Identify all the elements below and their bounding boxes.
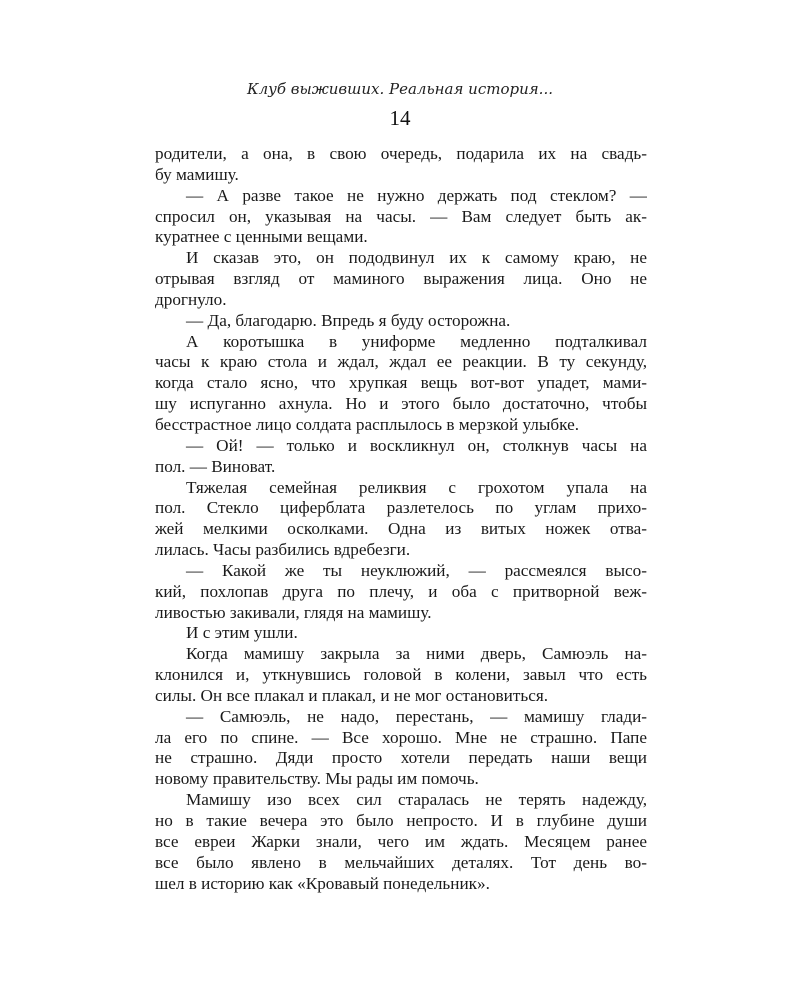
text-line: ла его по спине. — Все хорошо. Мне не страшно. Папе xyxy=(155,727,647,747)
text-line: Когда мамишу закрыла за ними дверь, Самюэль на- xyxy=(186,644,647,664)
paragraph xyxy=(155,790,647,894)
text-line: новому правительству. Мы рады им помочь. xyxy=(155,769,479,789)
text-line: бу мамишу. xyxy=(155,164,239,184)
text-line: все было явлено в мельчайших деталях. Тот день во- xyxy=(155,852,647,872)
running-header: Клуб выживших. Реальная история... xyxy=(246,80,553,98)
paragraph xyxy=(155,332,647,436)
text-line: — Ой! — только и воскликнул он, столкнув часы на xyxy=(186,435,647,455)
text-line: шу испуганно ахнула. Но и этого было достаточно, чтобы xyxy=(155,394,647,414)
text-line: Тяжелая семейная реликвия с грохотом упала на xyxy=(186,477,647,497)
text-line: — Самюэль, не надо, перестань, — мамишу глади- xyxy=(186,706,647,726)
text-line: жей мелкими осколками. Одна из витых ножек отва- xyxy=(155,519,647,539)
text-line: силы. Он все плакал и плакал, и не мог остановиться. xyxy=(155,685,549,705)
text-line: когда стало ясно, что хрупкая вещь вот-вот упадет, мами- xyxy=(155,373,647,393)
text-line: А коротышка в униформе медленно подталкивал xyxy=(186,331,647,351)
paragraph xyxy=(155,707,647,790)
text-line: спросил он, указывая на часы. — Вам следует быть ак- xyxy=(155,206,647,226)
text-line: не страшно. Дяди просто хотели передать наши вещи xyxy=(155,748,647,768)
text-line: отрывая взгляд от маминого выражения лица. Оно не xyxy=(155,269,647,289)
text-line: пол. — Виноват. xyxy=(155,456,276,476)
page-number: 14 xyxy=(389,106,411,130)
text-line: — Да, благодарю. Впредь я буду осторожна. xyxy=(186,310,511,330)
paragraph xyxy=(155,436,647,478)
paragraph xyxy=(155,248,647,311)
paragraph xyxy=(155,186,647,249)
paragraph xyxy=(155,561,647,624)
text-line: — Какой же ты неуклюжий, — рассмеялся высо- xyxy=(186,560,647,580)
text-line: шел в историю как «Кровавый понедельник». xyxy=(155,873,490,893)
text-line: кий, похлопав друга по плечу, и оба с притворной веж- xyxy=(155,581,647,601)
text-line: клонился и, уткнувшись головой в колени, завыл что есть xyxy=(155,665,647,685)
text-line: но в такие вечера это было непросто. И в глубине души xyxy=(155,811,647,830)
text-line: дрогнуло. xyxy=(155,289,227,309)
text-line: И с этим ушли. xyxy=(186,623,298,643)
text-line: ливостью закивали, глядя на мамишу. xyxy=(155,602,432,622)
body-text xyxy=(155,144,647,894)
text-line: бесстрастное лицо солдата расплылось в мерзкой улыбке. xyxy=(155,414,580,434)
paragraph xyxy=(155,144,647,186)
text-line: И сказав это, он пододвинул их к самому краю, не xyxy=(186,248,647,268)
paragraph xyxy=(155,478,647,561)
text-line: Мамишу изо всех сил старалась не терять надежду, xyxy=(186,790,647,810)
text-line: куратнее с ценными вещами. xyxy=(155,227,368,247)
text-line: часы к краю стола и ждал, ждал ее реакции. В ту секунду, xyxy=(155,352,647,372)
text-line: все евреи Жарки знали, чего им ждать. Месяцем ранее xyxy=(155,831,647,851)
text-line: родители, а она, в свою очередь, подарила их на свадь- xyxy=(155,144,647,163)
paragraph xyxy=(155,623,647,644)
text-line: лилась. Часы разбились вдребезги. xyxy=(155,540,411,560)
paragraph xyxy=(155,311,647,332)
text-line: пол. Стекло циферблата разлетелось по углам прихо- xyxy=(155,498,647,518)
paragraph xyxy=(155,644,647,707)
text-line: — А разве такое не нужно держать под стеклом? — xyxy=(186,185,647,205)
